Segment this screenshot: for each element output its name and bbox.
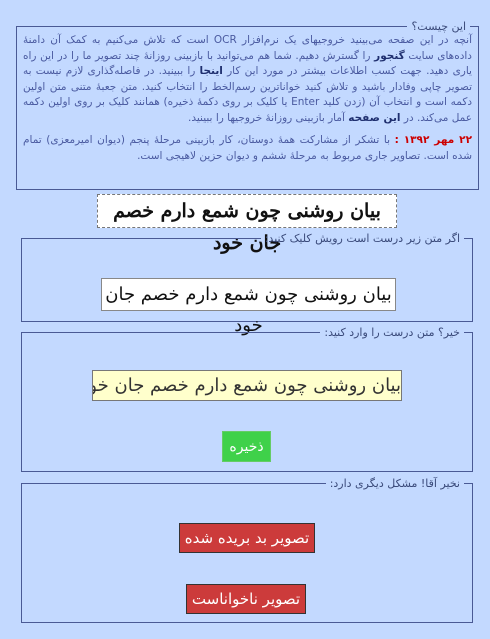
- ganjoor-link[interactable]: گنجور: [374, 49, 405, 62]
- about-description: [17, 33, 478, 126]
- about-text-2: را گسترش دهیم. شما هم می‌توانید با بازبینی روزانهٔ چند تصویر ما را در این راه یاری دهید. جهت کسب اطلاعات بیشتر در مورد این کار: [23, 49, 472, 77]
- about-text-4: آمار بازبینی روزانهٔ خروجیها را ببینید.: [188, 111, 345, 124]
- ocr-source-text: بیان روشنی چون شمع دارم خصم جان خود: [97, 194, 397, 228]
- news-text: با تشکر از مشارکت همهٔ دوستان، کار بازبینی مرحلهٔ پنجم (دیوان امیرمعزی) تمام شده است. تصاویر جاری مربوط به مرحلهٔ ششم و دیوان حزین لاهیجی است.: [23, 134, 472, 162]
- info-link[interactable]: اینجا: [199, 65, 223, 77]
- about-text-1: آنچه در این صفحه می‌بینید خروجیهای یک نرم‌افزار OCR است که تلاش می‌کنیم به کمک آن دامنهٔ داده‌های سایت: [23, 34, 472, 62]
- bad-crop-button[interactable]: تصویر بد بریده شده: [179, 523, 315, 553]
- other-problem-panel: [21, 477, 473, 623]
- about-text-3: را ببینید. در فاصله‌گذاری لازم نیست به تصویر چاپی وفادار باشید و تلاش کنید خواناترین رسم‌الخط را انتخاب کنید. متن جعبهٔ متنی متن اولین دکمه است و انتخاب آن (زدن کلید Enter یا کلیک بر روی دکمهٔ ذخیره) همانند کلیک بر روی اولین دکمه عمل می‌کند. در: [23, 65, 472, 124]
- confirm-ocr-text-button[interactable]: بیان روشنی چون شمع دارم خصم جان خود: [101, 278, 396, 311]
- news-paragraph: [17, 133, 478, 164]
- news-date: ۲۲ مهر ۱۳۹۲ :: [394, 134, 472, 146]
- edit-legend: خیر؟ متن درست را وارد کنید:: [324, 326, 460, 339]
- illegible-image-button[interactable]: تصویر ناخواناست: [186, 584, 306, 614]
- about-panel: [16, 20, 479, 190]
- save-button[interactable]: ذخیره: [222, 431, 271, 462]
- edit-text-panel: [21, 326, 473, 472]
- stats-page-link[interactable]: این صفحه: [348, 111, 401, 124]
- corrected-text-input[interactable]: [92, 370, 402, 401]
- correct-legend: اگر متن زیر درست است رویش کلیک کنید:: [264, 232, 460, 245]
- other-legend: نخیر آقا! مشکل دیگری دارد:: [329, 477, 460, 490]
- about-legend: این چیست؟: [411, 20, 466, 33]
